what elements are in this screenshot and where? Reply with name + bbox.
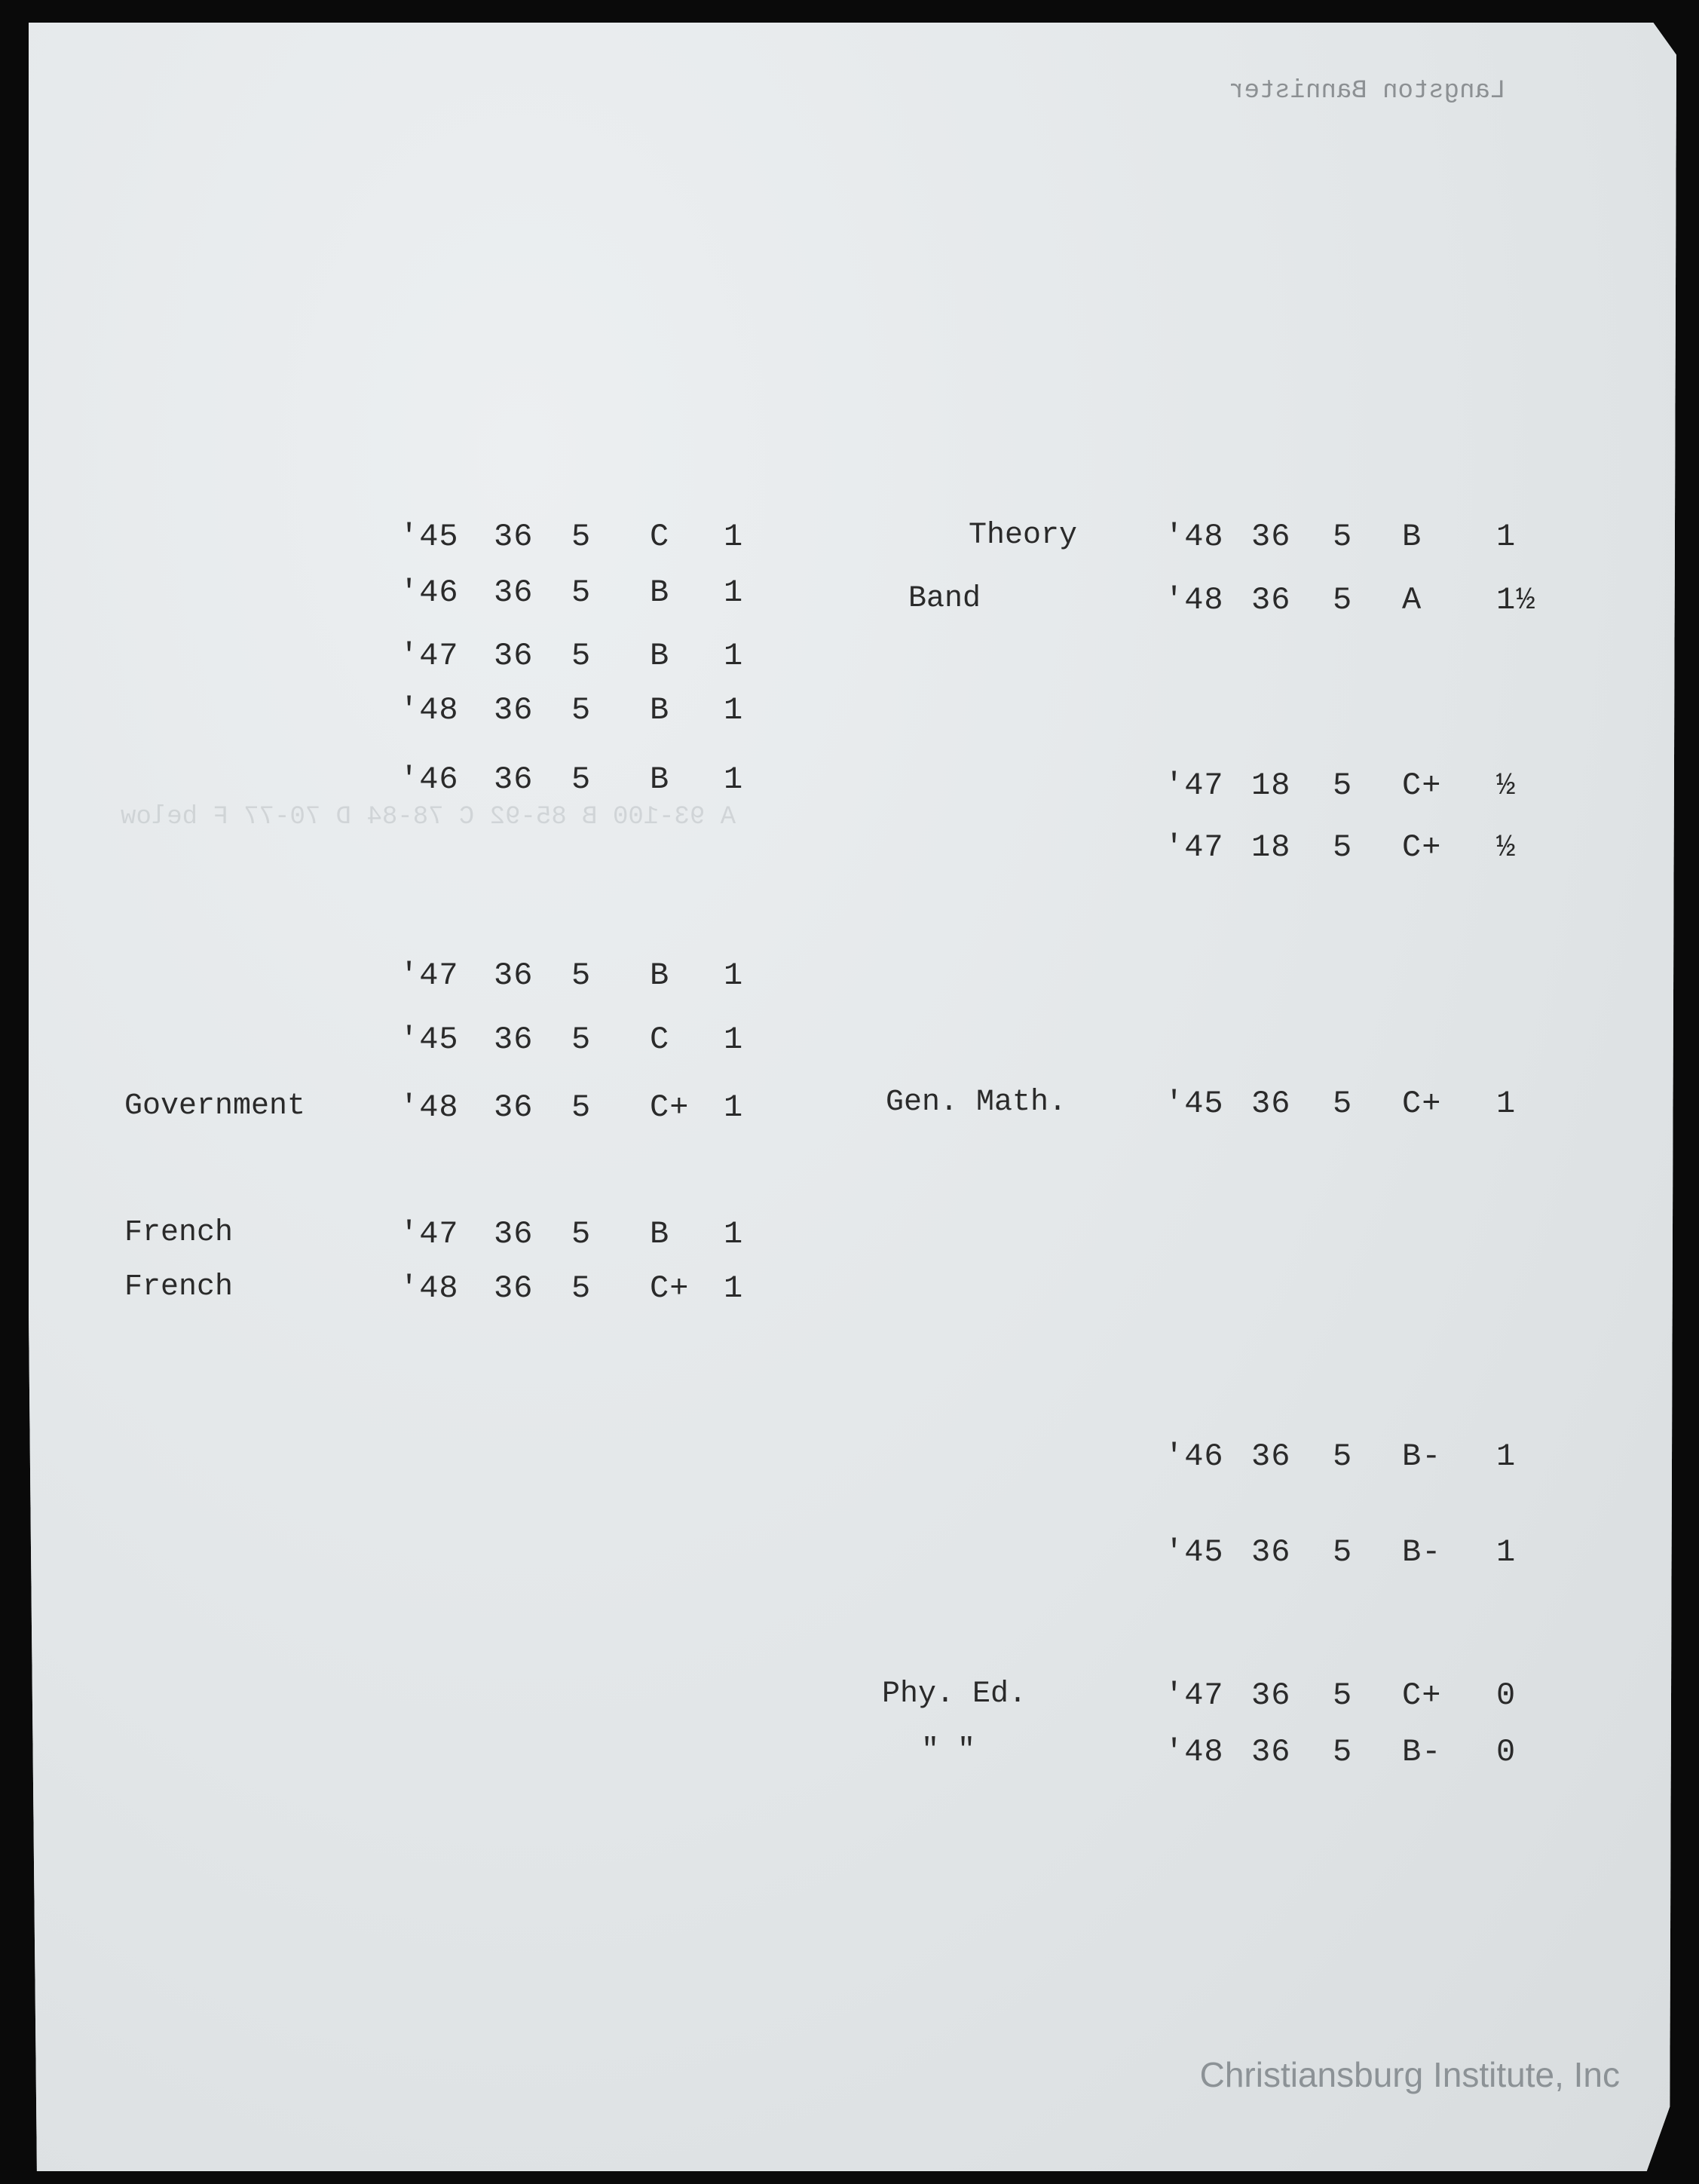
- left-row-periods: 5: [571, 1216, 592, 1252]
- left-row-credit: 1: [724, 519, 744, 555]
- right-row-credit: 1: [1496, 1086, 1517, 1122]
- left-row-grade: C: [650, 1022, 670, 1058]
- left-row-periods: 5: [571, 1022, 592, 1058]
- right-row-year: '47: [1165, 829, 1224, 865]
- right-row-credit: 1: [1496, 1438, 1517, 1475]
- left-row-credit: 1: [724, 957, 744, 994]
- right-row-year: '48: [1165, 582, 1224, 618]
- left-row-subject: French: [124, 1270, 234, 1304]
- left-row-weeks: 36: [494, 1089, 534, 1126]
- left-row-grade: B: [650, 761, 670, 798]
- left-row-year: '47: [399, 957, 459, 994]
- right-row-periods: 5: [1333, 1086, 1353, 1122]
- right-row-periods: 5: [1333, 1734, 1353, 1770]
- right-row-year: '47: [1165, 1677, 1224, 1714]
- right-row-year: '45: [1165, 1534, 1224, 1570]
- right-row-subject: Theory: [969, 519, 1078, 553]
- right-row-weeks: 36: [1251, 582, 1291, 618]
- right-row-year: '48: [1165, 1734, 1224, 1770]
- left-row-year: '48: [399, 692, 459, 728]
- left-row-credit: 1: [724, 1216, 744, 1252]
- right-row-periods: 5: [1333, 767, 1353, 804]
- right-row-subject: Gen. Math.: [886, 1086, 1067, 1120]
- right-row-year: '48: [1165, 519, 1224, 555]
- left-row-weeks: 36: [494, 638, 534, 674]
- right-row-periods: 5: [1333, 1534, 1353, 1570]
- right-row-grade: C+: [1402, 829, 1442, 865]
- left-row-credit: 1: [724, 1022, 744, 1058]
- left-row-grade: B: [650, 574, 670, 611]
- left-row-credit: 1: [724, 692, 744, 728]
- left-row-grade: C+: [650, 1089, 690, 1126]
- left-row-year: '46: [399, 761, 459, 798]
- right-row-year: '47: [1165, 767, 1224, 804]
- right-row-credit: 0: [1496, 1734, 1517, 1770]
- right-row-year: '46: [1165, 1438, 1224, 1475]
- right-row-weeks: 18: [1251, 767, 1291, 804]
- left-row-credit: 1: [724, 638, 744, 674]
- left-row-credit: 1: [724, 761, 744, 798]
- left-row-weeks: 36: [494, 957, 534, 994]
- right-row-weeks: 36: [1251, 1677, 1291, 1714]
- right-row-periods: 5: [1333, 582, 1353, 618]
- right-row-subject: Phy. Ed.: [882, 1677, 1027, 1711]
- right-row-credit: 0: [1496, 1677, 1517, 1714]
- left-row-grade: B: [650, 638, 670, 674]
- left-row-periods: 5: [571, 957, 592, 994]
- right-row-credit: ½: [1496, 767, 1517, 804]
- left-row-periods: 5: [571, 638, 592, 674]
- right-row-grade: B-: [1402, 1734, 1442, 1770]
- left-row-grade: B: [650, 692, 670, 728]
- left-row-subject: French: [124, 1216, 234, 1250]
- left-row-weeks: 36: [494, 692, 534, 728]
- right-row-subject: " ": [921, 1734, 976, 1768]
- left-row-periods: 5: [571, 761, 592, 798]
- left-row-grade: C: [650, 519, 670, 555]
- bleed-through-ghost-text: A 93-100 B 85-92 C 78-84 D 70-77 F below: [121, 803, 736, 832]
- left-row-periods: 5: [571, 1270, 592, 1306]
- left-row-year: '48: [399, 1089, 459, 1126]
- right-row-credit: 1: [1496, 519, 1517, 555]
- left-row-year: '45: [399, 519, 459, 555]
- left-row-periods: 5: [571, 574, 592, 611]
- right-row-periods: 5: [1333, 829, 1353, 865]
- left-row-weeks: 36: [494, 519, 534, 555]
- left-row-credit: 1: [724, 1089, 744, 1126]
- header-mirrored-name: Langston Bannister: [1229, 77, 1506, 106]
- right-row-periods: 5: [1333, 1677, 1353, 1714]
- left-row-subject: Government: [124, 1089, 306, 1123]
- left-row-year: '47: [399, 638, 459, 674]
- right-row-weeks: 36: [1251, 519, 1291, 555]
- left-row-weeks: 36: [494, 1022, 534, 1058]
- right-row-weeks: 36: [1251, 1438, 1291, 1475]
- right-row-grade: B-: [1402, 1534, 1442, 1570]
- right-row-grade: C+: [1402, 767, 1442, 804]
- left-row-periods: 5: [571, 1089, 592, 1126]
- right-row-subject: Band: [908, 582, 981, 616]
- right-row-credit: 1: [1496, 1534, 1517, 1570]
- left-row-periods: 5: [571, 519, 592, 555]
- left-row-grade: C+: [650, 1270, 690, 1306]
- left-row-year: '46: [399, 574, 459, 611]
- right-row-grade: C+: [1402, 1677, 1442, 1714]
- left-row-weeks: 36: [494, 1270, 534, 1306]
- right-row-credit: ½: [1496, 829, 1517, 865]
- right-row-grade: B: [1402, 519, 1422, 555]
- watermark: Christiansburg Institute, Inc: [1199, 2055, 1620, 2094]
- right-row-weeks: 36: [1251, 1534, 1291, 1570]
- right-row-grade: C+: [1402, 1086, 1442, 1122]
- right-row-periods: 5: [1333, 1438, 1353, 1475]
- left-row-credit: 1: [724, 1270, 744, 1306]
- right-row-weeks: 36: [1251, 1734, 1291, 1770]
- right-row-year: '45: [1165, 1086, 1224, 1122]
- left-row-periods: 5: [571, 692, 592, 728]
- left-row-credit: 1: [724, 574, 744, 611]
- left-row-grade: B: [650, 957, 670, 994]
- right-row-weeks: 36: [1251, 1086, 1291, 1122]
- left-row-year: '48: [399, 1270, 459, 1306]
- left-row-grade: B: [650, 1216, 670, 1252]
- left-row-year: '47: [399, 1216, 459, 1252]
- right-row-grade: A: [1402, 582, 1422, 618]
- right-row-weeks: 18: [1251, 829, 1291, 865]
- right-row-grade: B-: [1402, 1438, 1442, 1475]
- left-row-weeks: 36: [494, 1216, 534, 1252]
- left-row-weeks: 36: [494, 574, 534, 611]
- left-row-weeks: 36: [494, 761, 534, 798]
- right-row-periods: 5: [1333, 519, 1353, 555]
- right-row-credit: 1½: [1496, 582, 1536, 618]
- left-row-year: '45: [399, 1022, 459, 1058]
